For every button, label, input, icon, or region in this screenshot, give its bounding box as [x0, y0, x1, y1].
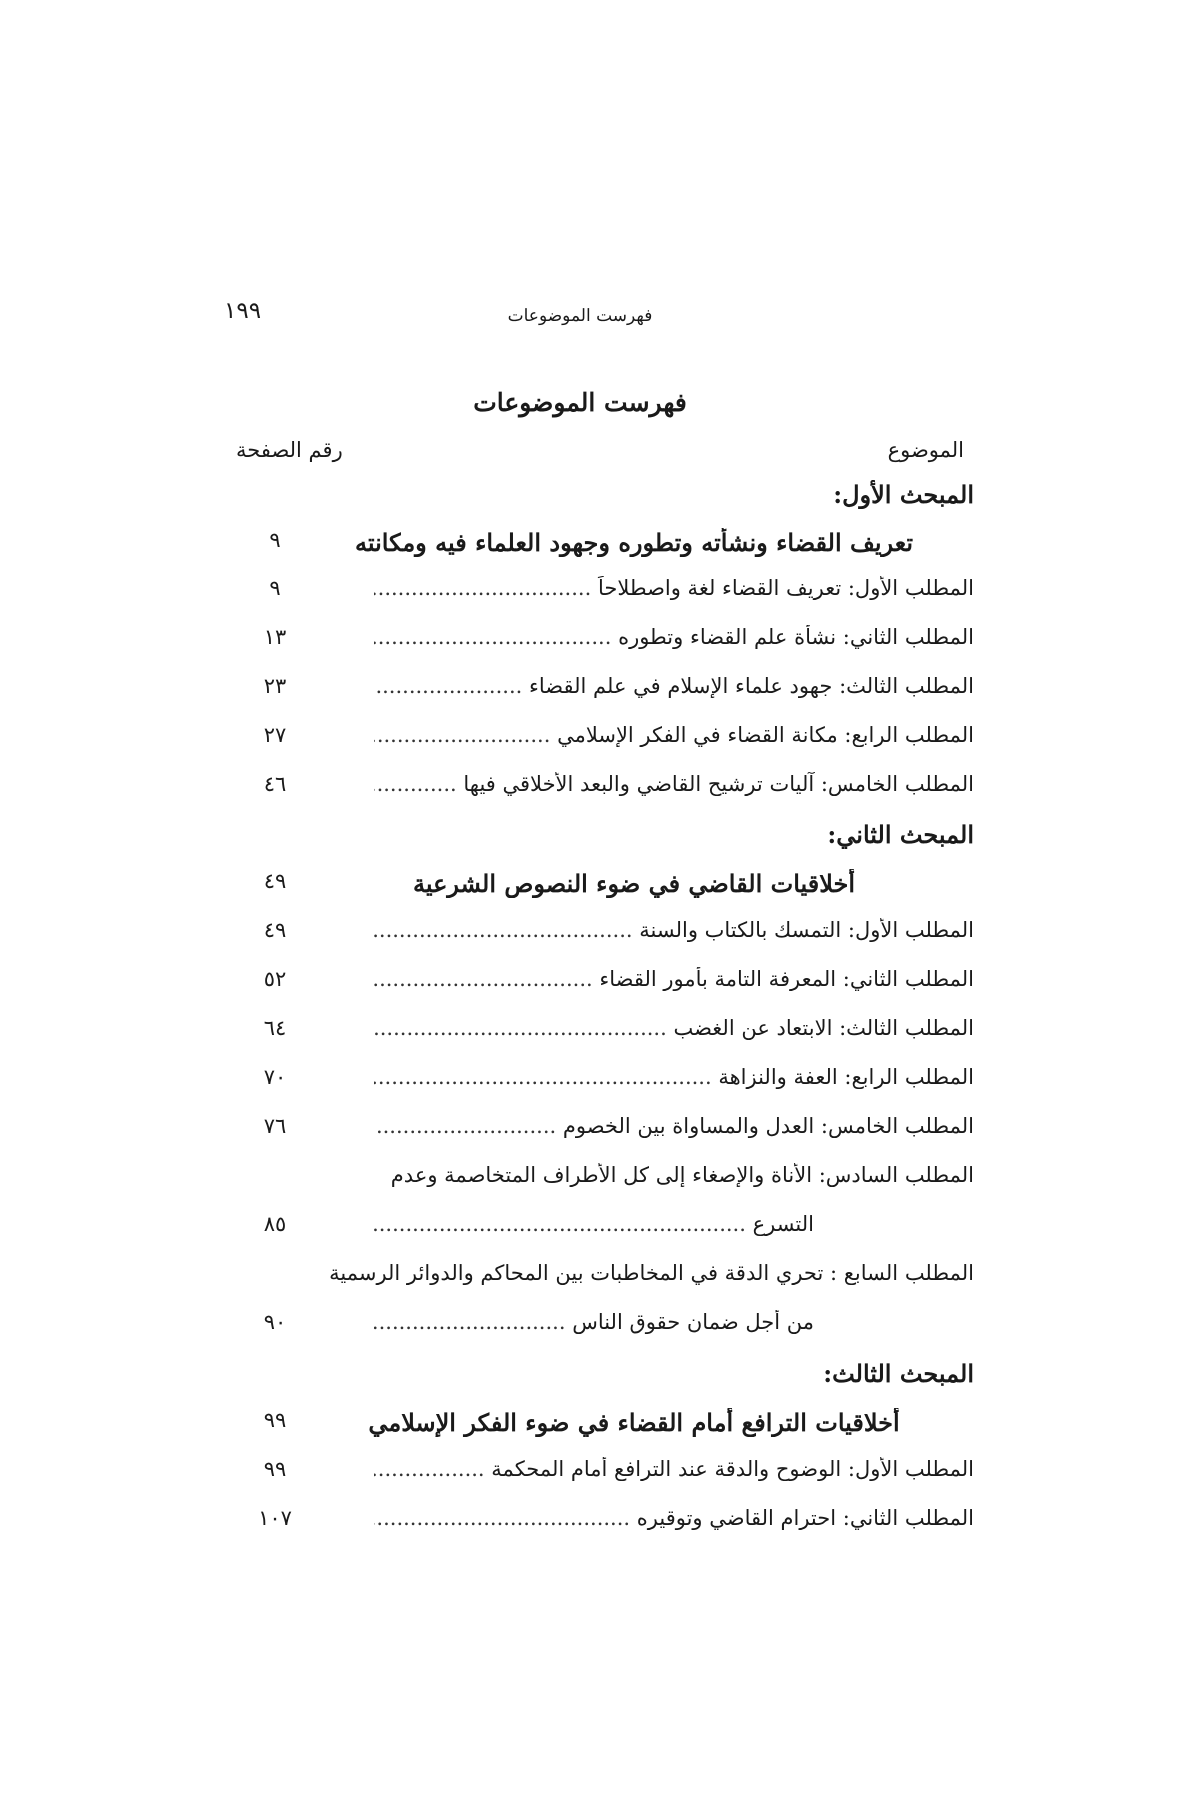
toc-chapter-title	[250, 869, 974, 909]
toc-entry-text: المطلب الثالث: جهود علماء الإسلام في علم القضاء .....	[374, 674, 974, 698]
toc-entry-text: المطلب الثالث: الابتعاد عن الغضب .....	[374, 1016, 974, 1040]
page-number: ١٩٩	[224, 298, 262, 324]
toc-row	[250, 1065, 974, 1105]
toc-row	[250, 967, 974, 1007]
toc-entry-text: المطلب الخامس: العدل والمساواة بين الخصوم .....	[374, 1114, 974, 1138]
toc-entry-text: المطلب الرابع: العفة والنزاهة .....	[374, 1065, 974, 1089]
toc-page-number: ٧٠	[263, 1065, 287, 1089]
toc-entry-text: أخلاقيات القاضي في ضوء النصوص الشرعية	[412, 869, 856, 898]
toc-entry-text: أخلاقيات الترافع أمام القضاء في ضوء الفكر الإسلامي	[368, 1408, 900, 1437]
toc-page-number: ٩٩	[263, 1457, 287, 1481]
toc-chapter-title	[250, 1408, 974, 1448]
toc-title: فهرست الموضوعات	[473, 388, 687, 417]
toc-entry-text: المطلب الأول: تعريف القضاء لغة واصطلاحاً .....	[374, 576, 974, 600]
toc-row	[250, 723, 974, 763]
running-header-title: فهرست الموضوعات	[507, 306, 653, 326]
toc-entry-text: المبحث الثاني:	[827, 820, 974, 849]
toc-chapter-heading	[250, 820, 974, 860]
toc-row	[250, 1114, 974, 1154]
toc-entry-text: المطلب الرابع: مكانة القضاء في الفكر الإسلامي .....	[374, 723, 974, 747]
toc-page-number: ١٣	[263, 625, 287, 649]
toc-row	[250, 1212, 974, 1252]
toc-row	[250, 674, 974, 714]
column-header-topic: الموضوع	[887, 438, 964, 462]
toc-row	[250, 772, 974, 812]
toc-entry-text: المطلب السادس: الأناة والإصغاء إلى كل الأطراف المتخاصمة وعدم	[390, 1163, 974, 1187]
toc-page-number: ٢٣	[263, 674, 287, 698]
toc-row	[250, 1310, 974, 1350]
toc-page-number: ٨٥	[263, 1212, 287, 1236]
toc-entry-text: المبحث الثالث:	[823, 1359, 974, 1388]
toc-entry-text: المطلب الثاني: المعرفة التامة بأمور القضاء .....	[374, 967, 974, 991]
toc-entry-text: التسرع .....	[374, 1212, 814, 1236]
toc-entry-text: من أجل ضمان حقوق الناس .....	[374, 1310, 814, 1334]
toc-row	[250, 1016, 974, 1056]
toc-chapter-heading	[250, 480, 974, 520]
toc-row	[250, 1163, 974, 1203]
toc-entry-text: المطلب السابع : تحري الدقة في المخاطبات بين المحاكم والدوائر الرسمية	[329, 1261, 974, 1285]
toc-page-number: ١٠٧	[258, 1506, 292, 1530]
toc-row	[250, 918, 974, 958]
toc-row	[250, 1457, 974, 1497]
toc-row	[250, 1506, 974, 1546]
toc-page-number: ٩٩	[263, 1408, 287, 1432]
toc-page-number: ٤٦	[263, 772, 287, 796]
toc-entry-text: المبحث الأول:	[833, 480, 974, 509]
toc-entry-text: تعريف القضاء ونشأته وتطوره وجهود العلماء فيه ومكانته	[354, 528, 914, 557]
toc-entry-text: المطلب الثاني: نشأة علم القضاء وتطوره .....	[374, 625, 974, 649]
column-header-page: رقم الصفحة	[236, 438, 343, 462]
toc-row	[250, 625, 974, 665]
toc-entry-text: المطلب الأول: الوضوح والدقة عند الترافع أمام المحكمة .....	[374, 1457, 974, 1481]
toc-page-number: ٤٩	[263, 869, 287, 893]
toc-entry-text: المطلب الثاني: احترام القاضي وتوقيره .....	[374, 1506, 974, 1530]
toc-chapter-title	[250, 528, 974, 568]
toc-row	[250, 1261, 974, 1301]
toc-page-number: ٥٢	[263, 967, 287, 991]
toc-entry-text: المطلب الأول: التمسك بالكتاب والسنة .....	[374, 918, 974, 942]
toc-page-number: ٧٦	[263, 1114, 287, 1138]
toc-page-number: ٦٤	[263, 1016, 287, 1040]
toc-entry-text: المطلب الخامس: آليات ترشيح القاضي والبعد الأخلاقي فيها .....	[374, 772, 974, 796]
toc-chapter-heading	[250, 1359, 974, 1399]
toc-row	[250, 576, 974, 616]
toc-page-number: ٩	[269, 528, 281, 552]
toc-page-number: ٢٧	[263, 723, 287, 747]
toc-page-number: ٩	[269, 576, 281, 600]
toc-page-number: ٤٩	[263, 918, 287, 942]
toc-page-number: ٩٠	[263, 1310, 287, 1334]
